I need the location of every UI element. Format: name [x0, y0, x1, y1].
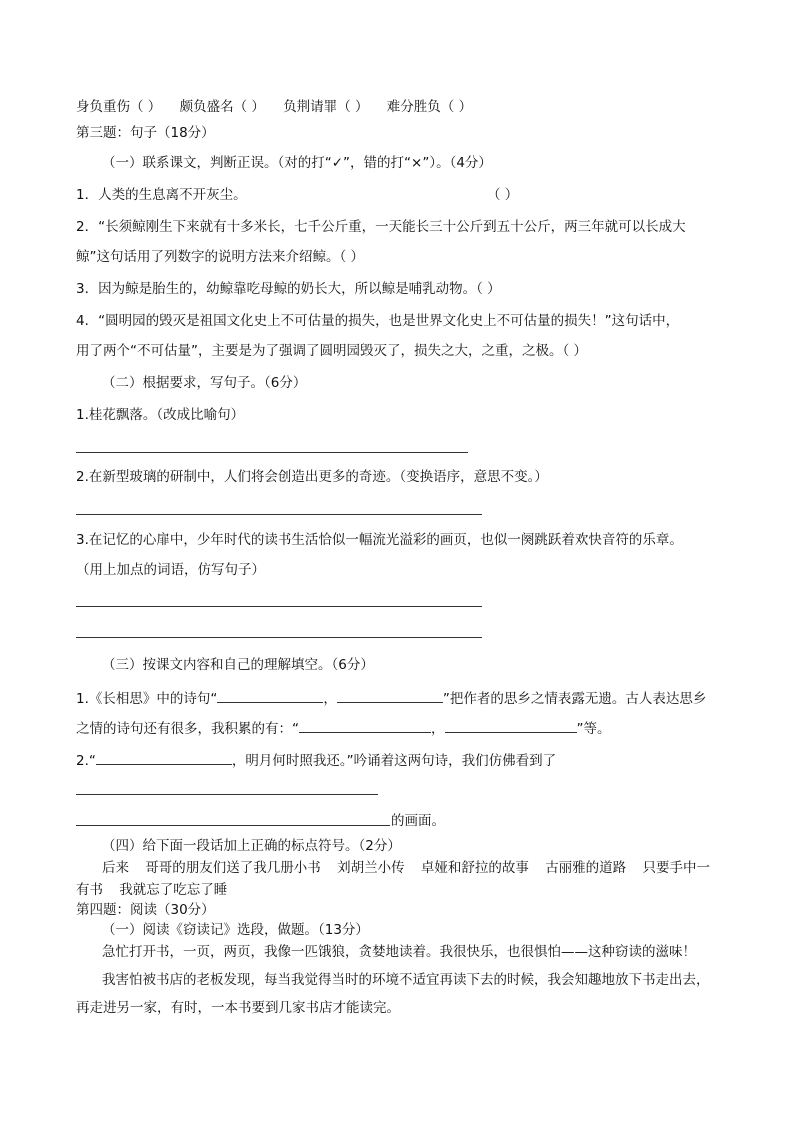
answer-line[interactable]	[76, 606, 482, 607]
fill-blank[interactable]	[96, 750, 232, 765]
punctuation-passage	[102, 859, 710, 877]
passage-segment: 后来	[102, 860, 129, 876]
fill-blank[interactable]	[445, 718, 577, 733]
question-text: 鲸”这句话用了列数字的说明方法来介绍鲸。（ ）	[76, 249, 365, 265]
fill-line: 之情的诗句还有很多，我积累的有：“ ， ”等。	[76, 718, 611, 738]
question-text: 1.桂花飘落。（改成比喻句）	[76, 407, 245, 423]
fill-blank[interactable]	[217, 688, 323, 703]
question-text: 1．人类的生息离不开灰尘。	[76, 187, 247, 203]
word-row	[76, 98, 472, 116]
question-text: 3.在记忆的心扉中，少年时代的读书生活恰似一幅流光溢彩的画页，也似一阕跳跃着欢快音符的乐章。	[76, 532, 683, 548]
question-text: 2.在新型玻璃的研制中，人们将会创造出更多的奇迹。（变换语序，意思不变。）	[76, 469, 548, 485]
question-text: 2．“长须鲸刚生下来就有十多米长，七千公斤重，一天能长三十公斤到五十公斤，两三年就可以长成大	[76, 219, 686, 235]
reading-1-header: （一）阅读《窃读记》选段，做题。（13分）	[102, 922, 369, 938]
reading-paragraph: 我害怕被书店的老板发现，每当我觉得当时的环境不适宜再读下去的时候，我会知趣地放下书走出去，	[102, 972, 710, 988]
passage-segment: 刘胡兰小传	[337, 860, 405, 876]
word-item: 难分胜负（ ）	[386, 99, 473, 115]
reading-paragraph: 急忙打开书，一页，两页，我像一匹饿狼，贪婪地读着。我很快乐，也很惧怕——这种窃读的滋味！	[102, 944, 696, 960]
answer-line[interactable]	[76, 452, 468, 453]
fill-tail: 的画面。	[391, 813, 445, 829]
passage-segment: 有书	[76, 882, 103, 898]
part-3-header: （三）按课文内容和自己的理解填空。（6分）	[102, 657, 374, 673]
part-4-header: （四）给下面一段话加上正确的标点符号。（2分）	[102, 838, 401, 854]
section-3-title: 第三题：句子（18分）	[76, 125, 215, 141]
part-1-header: （一）联系课文，判断正误。（对的打“✓”，错的打“×”）。（4分）	[102, 155, 492, 171]
punctuation-passage	[76, 881, 227, 899]
question-text: 用了两个“不可估量”，主要是为了强调了圆明园毁灭了，损失之大，之重，之极。（ ）	[76, 343, 588, 359]
passage-segment: 哥哥的朋友们送了我几册小书	[145, 860, 321, 876]
answer-line[interactable]	[76, 825, 390, 826]
answer-line[interactable]	[76, 794, 378, 795]
fill-line: 2.“ ，明月何时照我还。”吟诵着这两句诗，我们仿佛看到了	[76, 750, 556, 770]
answer-line[interactable]	[76, 637, 482, 638]
answer-line[interactable]	[76, 514, 482, 515]
fill-line: 1.《长相思》中的诗句“ ， ”把作者的思乡之情表露无遗。古人表达思乡	[76, 688, 706, 708]
passage-segment: 只要手中一	[642, 860, 710, 876]
passage-segment: 卓娅和舒拉的故事	[420, 860, 529, 876]
question-text: （用上加点的词语，仿写句子）	[76, 562, 265, 578]
question-text: 3．因为鲸是胎生的，幼鲸靠吃母鲸的奶长大，所以鲸是哺乳动物。（ ）	[76, 281, 501, 297]
fill-blank[interactable]	[337, 688, 443, 703]
word-item: 负荆请罪（ ）	[283, 99, 369, 115]
reading-paragraph: 再走进另一家，有时，一本书要到几家书店才能读完。	[76, 1000, 400, 1016]
word-item: 身负重伤（ ）	[76, 99, 162, 115]
part-2-header: （二）根据要求，写句子。（6分）	[102, 375, 307, 391]
fill-blank[interactable]	[299, 718, 431, 733]
passage-segment: 我就忘了吃忘了睡	[119, 882, 228, 898]
question-text: 4．“圆明园的毁灭是祖国文化史上不可估量的损失，也是世界文化史上不可估量的损失！”这句话中，	[76, 313, 680, 329]
section-4-title: 第四题：阅读（30分）	[76, 902, 215, 918]
word-item: 颇负盛名（ ）	[179, 99, 265, 115]
passage-segment: 古丽雅的道路	[545, 860, 627, 876]
answer-paren: （ ）	[487, 187, 519, 203]
